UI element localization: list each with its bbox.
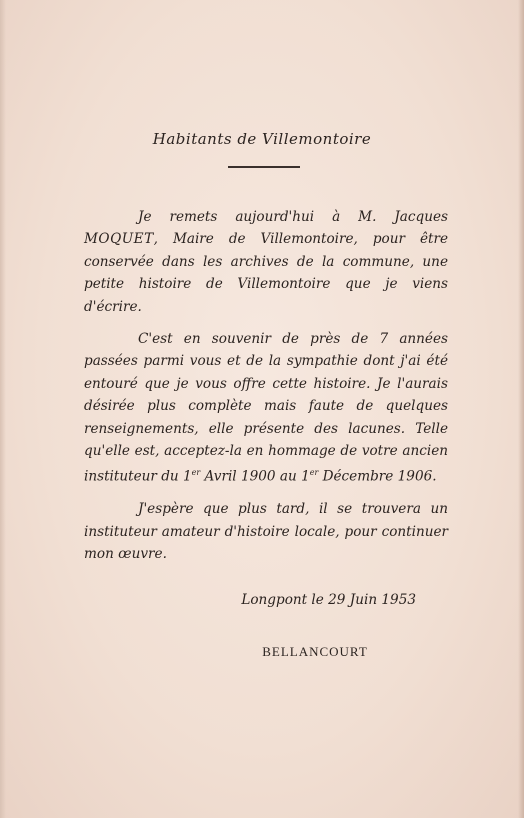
paragraph-2-part-b: Avril 1900 au 1	[200, 469, 310, 485]
paragraph-1-after: , Maire de Villemontoire, pour être conservée dans les archives de la commune, une petite histoire de Villemontoire que je viens d'écrire.	[84, 231, 448, 315]
paragraph-2-part-c: Décembre 1906.	[318, 469, 437, 485]
paragraph-2-part-a: C'est en souvenir de près de 7 années passées parmi vous et de la sympathie dont j'ai été entouré que je vous offre cette histoire. Je l'aurais désirée plus complète mais faute de quelques renseignements, elle présente des lacunes. Telle qu'elle est, acceptez-la en hommage de votre ancien instituteur du 1	[84, 331, 448, 485]
letter-body	[84, 206, 448, 576]
heading-underline	[228, 166, 300, 168]
superscript-er-2: er	[309, 468, 319, 478]
superscript-er-1: er	[191, 468, 201, 478]
paragraph-2	[84, 328, 448, 488]
page-edge-right	[518, 0, 524, 818]
paragraph-1	[84, 206, 448, 318]
heading-title: Habitants de Villemontoire	[152, 130, 372, 148]
signature-name: BELLANCOURT	[262, 644, 368, 659]
paragraph-1-before: Je remets aujourd'hui à M. Jacques	[138, 209, 448, 225]
mayor-name: MOQUET	[84, 231, 154, 248]
place-date: Longpont le 29 Juin 1953	[241, 592, 416, 608]
paragraph-3: J'espère que plus tard, il se trouvera un instituteur amateur d'histoire locale, pour continuer mon œuvre.	[84, 501, 448, 563]
page-edge-left	[0, 0, 6, 818]
